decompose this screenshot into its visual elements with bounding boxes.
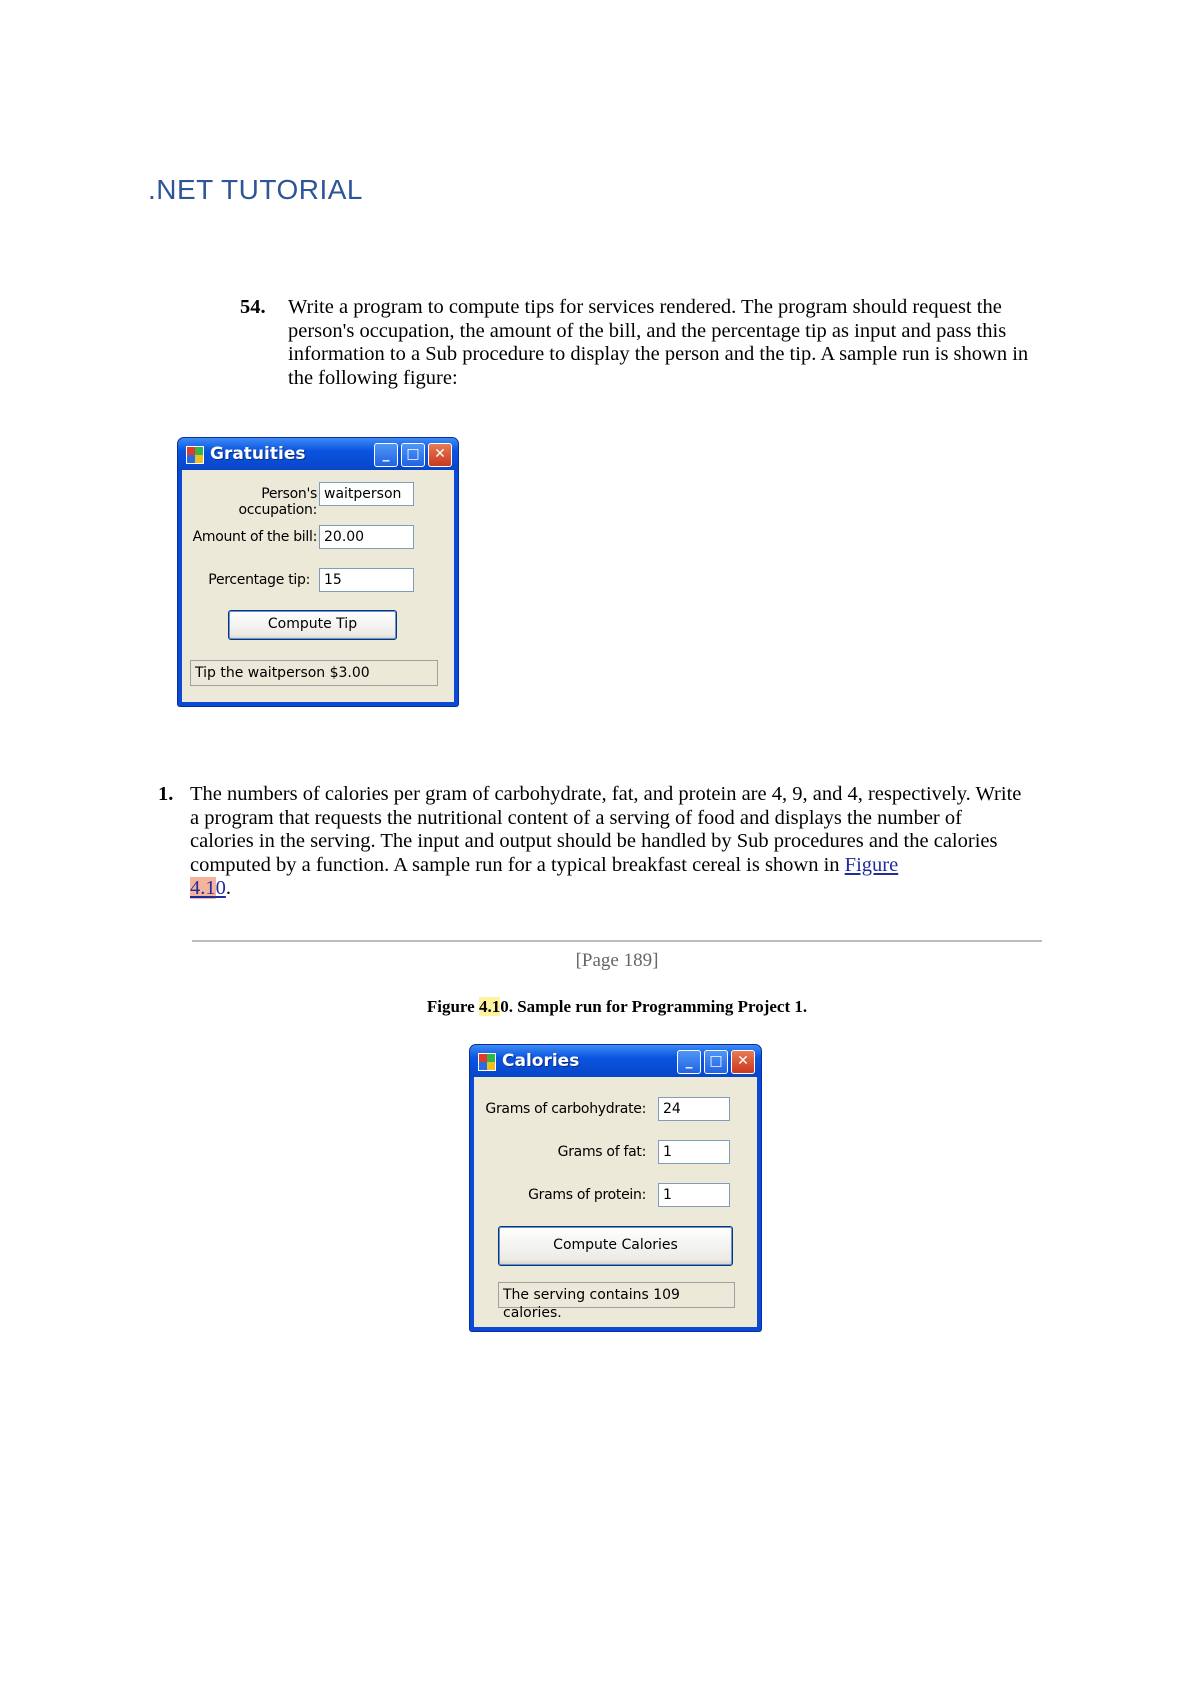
calories-window [470,1045,761,1331]
occupation-input[interactable]: waitperson [319,482,414,506]
maximize-icon[interactable]: □ [704,1050,728,1074]
window-client-area [182,470,454,702]
carbohydrate-input[interactable]: 24 [658,1097,730,1121]
fat-input[interactable]: 1 [658,1140,730,1164]
figure-link-number-end[interactable]: 0 [215,877,226,899]
window-client-area [474,1077,757,1327]
figure-link-number-highlight[interactable]: 4.1 [190,877,216,899]
protein-label: Grams of protein: [528,1187,646,1203]
window-title: Calories [502,1051,580,1071]
tip-output: Tip the waitperson $3.00 [190,660,438,686]
problem-number: 1. [158,783,174,805]
problem-text-main: The numbers of calories per gram of carbohydrate, fat, and protein are 4, 9, and 4, respectively. Write a program that requests the nutritional content of a serving of food and displays the number of calories in the serving. The input and output should be handled by Sub procedures and the calories computed by a function. A sample run for a typical breakfast cereal is shown in [190,783,1022,876]
app-icon [478,1053,496,1071]
compute-calories-button[interactable]: Compute Calories [498,1226,733,1266]
problem-number: 54. [240,296,266,318]
occupation-label: Person's occupation: [238,486,317,518]
page-header-title: .NET TUTORIAL [148,174,363,205]
problem-54 [240,296,1055,396]
problem-text-end: . [225,877,231,899]
problem-text [190,783,1030,901]
window-title: Gratuities [210,444,306,464]
gratuities-window [178,438,458,706]
figure-caption-start: Figure [426,997,479,1016]
figure-link-word[interactable]: Figure [844,853,899,876]
fat-label: Grams of fat: [557,1144,646,1160]
figure-caption [0,997,1200,1017]
close-icon[interactable]: ✕ [428,443,452,467]
protein-input[interactable]: 1 [658,1183,730,1207]
problem-1 [158,783,1058,908]
figure-caption-end: 0. Sample run for Programming Project 1. [500,997,808,1016]
title-bar[interactable] [470,1045,761,1077]
calories-output: The serving contains 109 calories. [498,1282,735,1308]
bill-label: Amount of the bill: [192,529,317,545]
close-icon[interactable]: ✕ [731,1050,755,1074]
figure-caption-highlight: 4.1 [478,997,501,1016]
bill-input[interactable]: 20.00 [319,525,414,549]
minimize-icon[interactable]: _ [374,443,398,467]
compute-tip-button[interactable]: Compute Tip [228,610,397,640]
page-reference: [Page 189] [575,950,659,971]
tip-percent-label: Percentage tip: [208,572,310,588]
app-icon [186,446,204,464]
maximize-icon[interactable]: □ [401,443,425,467]
carbohydrate-label: Grams of carbohydrate: [485,1101,646,1117]
problem-text: Write a program to compute tips for services rendered. The program should request the person's occupation, the amount of the bill, and the percentage tip as input and pass this information to a Sub procedure to display the person and the tip. A sample run is shown in the following figure: [288,296,1029,389]
title-bar[interactable] [178,438,458,470]
page-divider [192,940,1042,942]
minimize-icon[interactable]: _ [677,1050,701,1074]
tip-percent-input[interactable]: 15 [319,568,414,592]
